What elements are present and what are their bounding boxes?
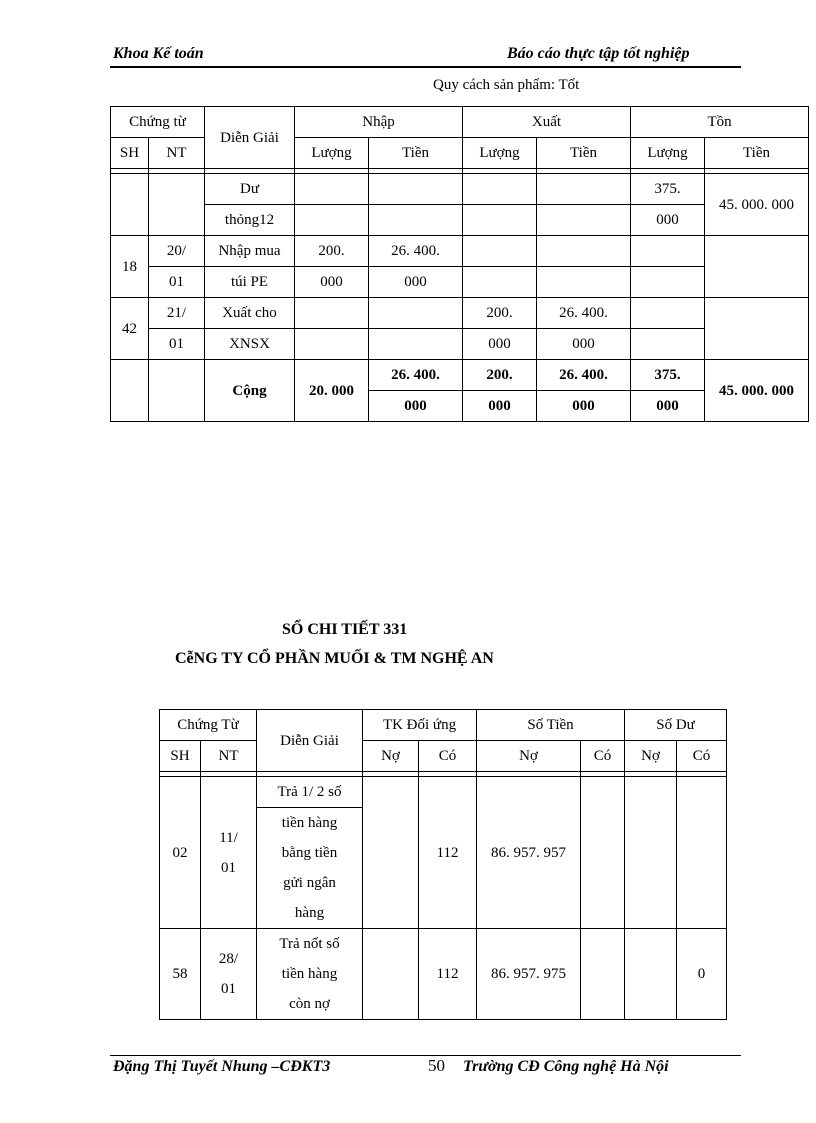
company-name: CễNG TY CỔ PHẦN MUỐI & TM NGHỆ AN [175,650,494,667]
header-report-title: Báo cáo thực tập tốt nghiệp [507,45,690,62]
col-chungtu: Chứng từ [111,107,205,138]
col-ton-luong: Lượng [631,138,705,169]
table-row: 42 21/ Xuất cho 200. 26. 400. [111,298,809,329]
inventory-table [110,106,809,422]
table-row-cont: 01 XNSX 000 000 [111,329,809,360]
col-nt: NT [201,741,257,772]
total-row-cont: 000 000 000 000 [111,391,809,422]
col-sh: SH [160,741,201,772]
footer-school: Trường CĐ Công nghệ Hà Nội [463,1058,669,1075]
table-row: 18 20/ Nhập mua 200. 26. 400. [111,236,809,267]
table-row: 02 11/ 01 Trả 1/ 2 số 112 86. 957. 957 [160,777,727,808]
col-st-no: Nợ [477,741,581,772]
col-xuat: Xuất [463,107,631,138]
total-row: Cộng 20. 000 26. 400. 200. 26. 400. 375. 45. 000. 000 [111,360,809,391]
col-xuat-tien: Tiền [537,138,631,169]
product-spec: Quy cách sản phẩm: Tốt [433,77,580,93]
table-row: 58 28/ 01 Trả nốt số 112 86. 957. 975 0 [160,929,727,960]
col-sodu: Số Dư [625,710,727,741]
col-tk-co: Có [419,741,477,772]
col-sotien: Số Tiền [477,710,625,741]
page-number: 50 [428,1056,445,1075]
col-ton-tien: Tiền [705,138,809,169]
col-tk-doiung: TK Đối ứng [363,710,477,741]
table-row: Dư 375. 45. 000. 000 [111,174,809,205]
col-diengiai: Diễn Giải [257,710,363,772]
col-st-co: Có [581,741,625,772]
col-tk-no: Nợ [363,741,419,772]
col-nhap-luong: Lượng [295,138,369,169]
col-nhap-tien: Tiền [369,138,463,169]
header-department: Khoa Kế toán [113,45,204,62]
col-sd-no: Nợ [625,741,677,772]
col-sh: SH [111,138,149,169]
header-divider [110,66,741,68]
col-xuat-luong: Lượng [463,138,537,169]
col-sd-co: Có [677,741,727,772]
footer-author: Đặng Thị Tuyết Nhung –CĐKT3 [113,1058,331,1075]
col-nt: NT [149,138,205,169]
table-row-cont: thỏng12 000 [111,205,809,236]
col-diengiai: Diễn Giải [205,107,295,169]
col-ton: Tồn [631,107,809,138]
col-nhap: Nhập [295,107,463,138]
footer-divider [110,1055,741,1056]
col-chungtu: Chứng Từ [160,710,257,741]
table-row-cont: 01 túi PE 000 000 [111,267,809,298]
ledger-title: SỔ CHI TIẾT 331 [282,621,408,638]
ledger-table: Chứng Từ Diễn Giải TK Đối ứng Số Tiền Số Dư SH NT Nợ Có Nợ Có Nợ Có 02 11/ 01 Trả 1/ 2 số 112 86. 957. 957 tiền hàng bằng tiền gửi ngân hàng 58 28/ 01 Trả nốt số 112 86. 957. 975 0 tiền hàng còn nợ [159,709,727,1020]
